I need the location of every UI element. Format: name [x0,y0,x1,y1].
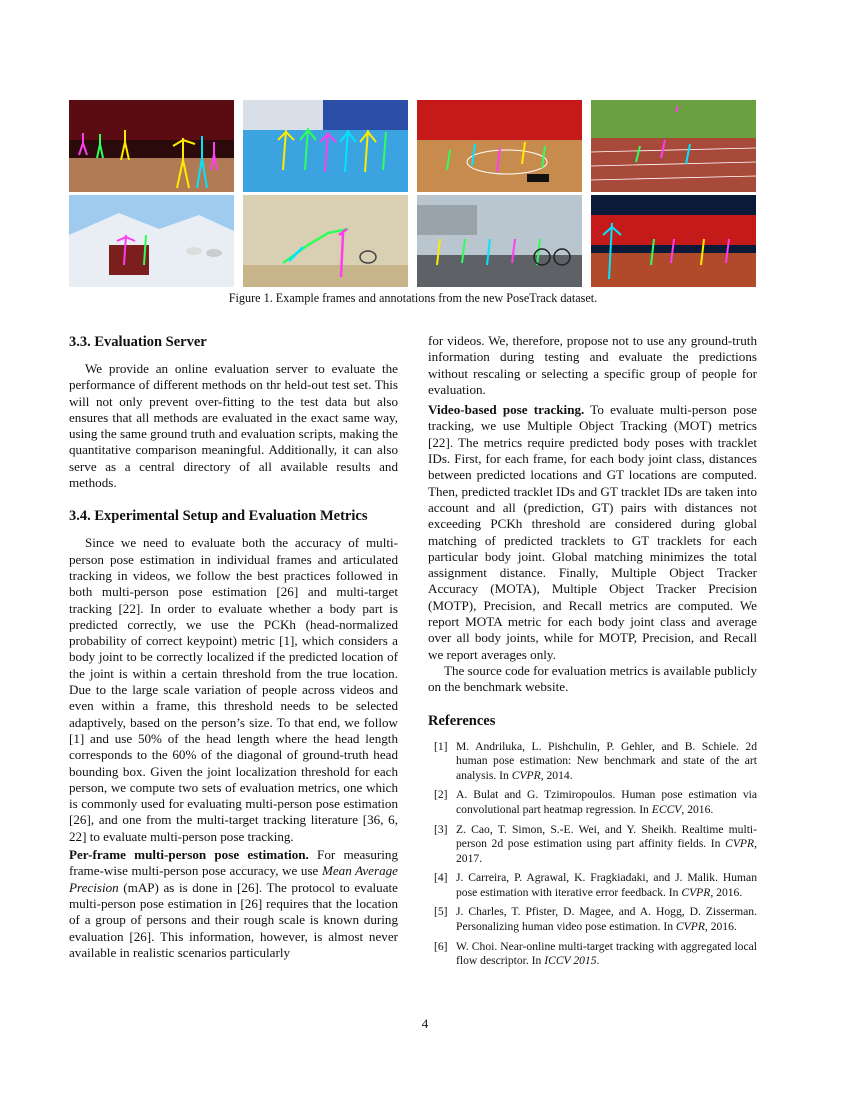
page-number: 4 [421,1016,429,1031]
reference-number: [3] [434,822,448,836]
running-track-image [591,100,756,192]
section-3-4-paragraph: Since we need to evaluate both the accuracy of multi-person pose estimation in individual frames and articulated tracking in videos, we follow the best practices followed in both multi-person pose estimation [26] and multi-target tracking [22]. In order to evaluate whether a body part is predicted correctly, we use the PCKh (head-normalized probability of correct keypoint) metric [1], which considers a body joint to be correctly localized if the predicted location of the joint is within a certain threshold from the true location. Due to the large scale variation of people across videos and even within a frame, this threshold needs to be selected adaptively, based on the person’s size. To that end, we follow [1] and use 50% of the head length where the head length corresponds to the 60% of the diagonal of ground-truth head bounding box. Given the joint localization threshold for each person, we compute two sets of evaluation metrics, one which is commonly used for evaluating multi-person pose estimation [26], and one from the multi-target tracking literature [36, 6, 22] to evaluate multi-person pose tracking. [69,535,398,844]
reference-list [428,740,757,969]
reference-item [428,823,757,867]
volleyball-arena-image [591,195,756,287]
reference-item [428,940,757,969]
basketball-court-frame [417,100,582,192]
figure-caption: Figure 1. Example frames and annotations from the new PoseTrack dataset. [228,291,598,305]
reference-number: [1] [434,739,448,753]
reference-suffix: , 2014. [540,768,573,782]
synchronized-swimmers-frame [243,100,408,192]
reference-suffix: , 2016. [704,920,737,934]
right-column [428,333,757,974]
reference-text: M. Andriluka, L. Pishchulin, P. Gehler, and B. Schiele. 2d human pose estimation: New benchmark and state of the art analysis. In [456,739,757,782]
reference-item [428,905,757,934]
cycling-race-image [417,195,582,287]
reference-text: Z. Cao, T. Simon, S.-E. Wei, and Y. Sheikh. Realtime multi-person 2d pose estimation using part affinity fields. In [456,822,757,851]
references-title: References [428,712,496,729]
reference-number: [4] [434,871,448,885]
video-based-paragraph [428,402,757,663]
video-based-text: To evaluate multi-person pose tracking, we use Multiple Object Tracking (MOT) metrics [22]. The metrics require predicted body poses with tracklet IDs. First, for each frame, for each body joint class, distances between predicted locations and GT locations are computed. Then, predicted tracklet IDs and GT tracklet IDs are taken into account and all (prediction, GT) pairs with distances not exceeding PCKh threshold are considered during global matching of predicted tracklets to GT tracklets for each particular body joint. Global matching minimizes the total assignment distance. Finally, Multiple Object Tracker Accuracy (MOTA), Multiple Object Tracker Precision (MOTP), Precision, and Recall metrics are computed. We report MOTA metric for each body joint class and average over all body joints, while for MOTP, Precision, and Recall we report averages only. [428,402,757,662]
figure-1-image-grid [69,100,757,287]
reference-text: J. Carreira, P. Agrawal, K. Fragkiadaki, and J. Malik. Human pose estimation with iterative error feedback. In [456,871,757,899]
reference-item [428,788,757,817]
reference-venue: CVPR [675,920,705,934]
cycling-race-frame [417,195,582,287]
section-3-4-title: 3.4. Experimental Setup and Evaluation Metrics [69,508,368,525]
snow-dog-sled-frame [69,195,234,287]
snow-dog-sled-image [69,195,234,287]
per-frame-heading: Per-frame multi-person pose estimation. [69,847,309,863]
reference-item [428,740,757,784]
per-frame-text-2: (mAP) as is done in [26]. The protocol to evaluate multi-person pose estimation in [26] requires that the location of a group of persons and their rough scale is known during evaluation [26]. This information, however, is almost never available in realistic scenarios particularly [69,879,398,960]
reference-venue: ECCV [651,802,682,816]
racquetball-player-frame [243,195,408,287]
reference-number: [5] [434,905,448,919]
reference-text: A. Bulat and G. Tzimiropoulos. Human pose estimation via convolutional part heatmap regression. In [456,788,757,816]
reference-text: J. Charles, T. Pfister, D. Magee, and A. Hogg, D. Zisserman. Personalizing human video pose estimation. In [456,905,757,934]
volleyball-arena-frame [591,195,756,287]
basketball-court-image [417,100,582,192]
source-code-paragraph: The source code for evaluation metrics is available publicly on the benchmark website. [428,662,757,695]
reference-text: W. Choi. Near-online multi-target tracking with aggregated local flow descriptor. In [456,939,757,968]
video-based-heading: Video-based pose tracking. [428,402,585,418]
stage-dancers-image [69,100,234,192]
continued-paragraph: for videos. We, therefore, propose not to use any ground-truth information during testing and evaluate the predictions without rescaling or selecting a specific group of people for evaluation. [428,333,757,397]
per-frame-paragraph [69,847,398,961]
reference-venue: CVPR [511,768,541,782]
reference-number: [6] [434,939,448,953]
section-3-3-paragraph: We provide an online evaluation server to evaluate the performance of different methods on thr held-out test set. This will not only prevent over-fitting to the test data but also ensures that all methods are evaluated in the exact same way, using the same ground truth and evaluation scripts, making the quantitative comparison meaningful. Additionally, it can also serve as a central directory of all available results and methods. [69,361,398,491]
reference-venue: CVPR [681,885,711,899]
per-frame-text-1: For measuring frame-wise multi-person pose accuracy, we use [69,847,399,879]
left-column [69,333,398,961]
reference-suffix: , 2016. [681,802,714,816]
stage-dancers-frame [69,100,234,192]
reference-suffix: , 2016. [710,885,743,899]
reference-venue: ICCV 2015 [544,954,597,968]
racquetball-player-image [243,195,408,287]
running-track-frame [591,100,756,192]
per-frame-emphasis: Mean Average Precision [69,863,398,895]
reference-suffix: , 2017. [456,837,757,865]
synchronized-swimmers-image [243,100,408,192]
reference-number: [2] [434,788,448,802]
reference-suffix: . [596,954,600,968]
reference-item [428,871,757,900]
section-3-3-title: 3.3. Evaluation Server [69,334,207,350]
reference-venue: CVPR [725,837,755,851]
